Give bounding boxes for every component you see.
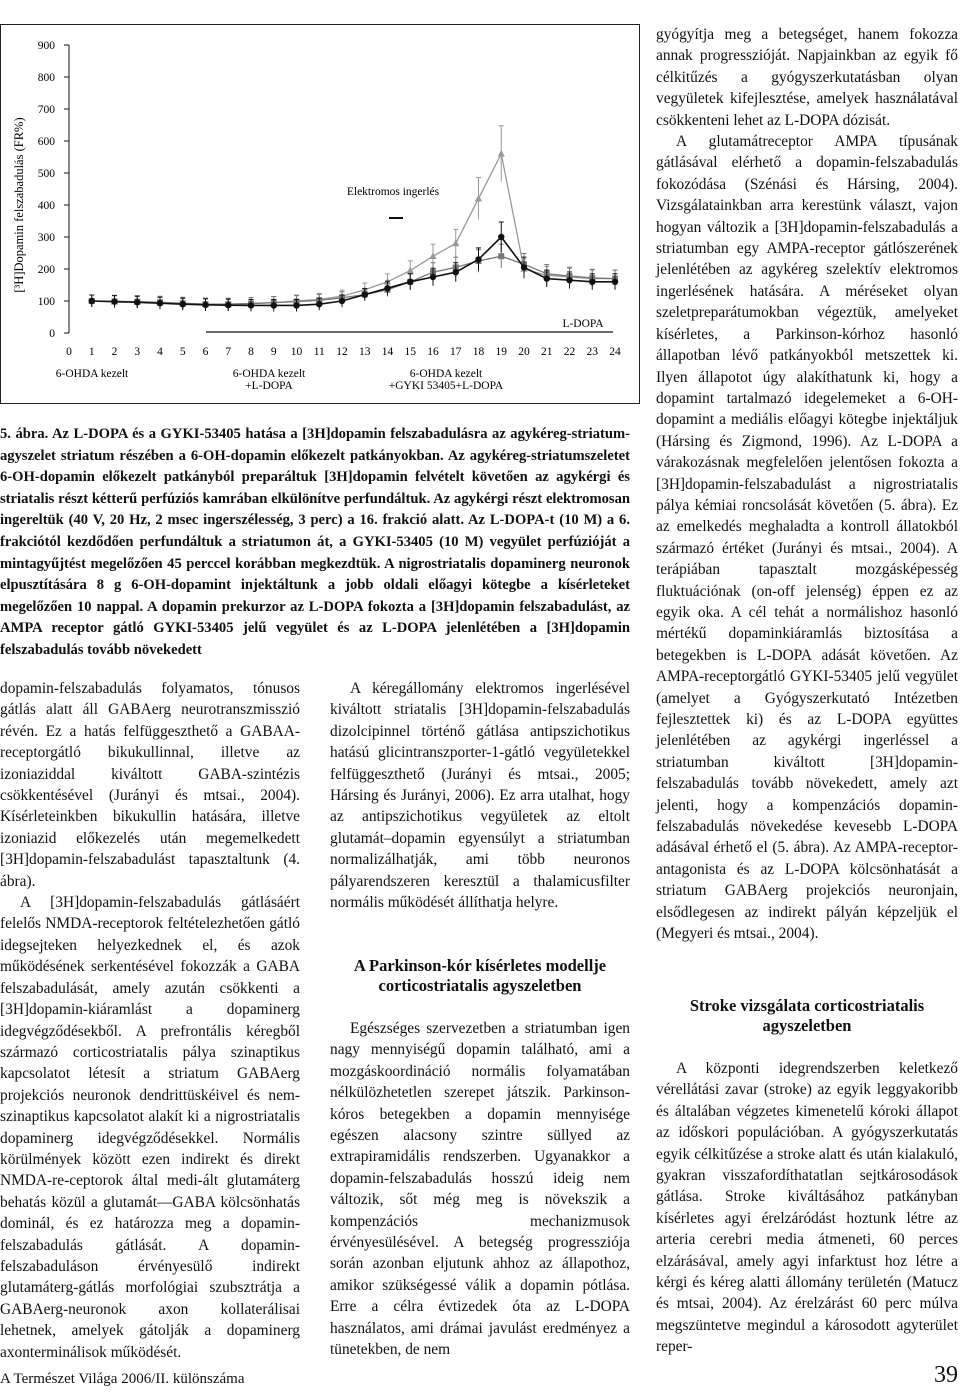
phase-2-label-a: 6-OHDA kezelt <box>232 368 306 380</box>
x-tick-label: 24 <box>609 346 621 358</box>
x-tick-label: 1 <box>88 346 95 358</box>
stimulation-label: Elektromos ingerlés <box>346 186 440 198</box>
x-tick-label: 15 <box>404 346 416 358</box>
paragraph: A glutamátreceptor AMPA típusának gátlásával elérhető a dopamin-felszabadulás fokozódása (Szénási és Hársing, 2004). Vizsgálatainkban arra kerestünk választ, vajon hogyan változik a [3H]dopamin-felszabadulás a striatumban egy AMPA-receptor gátlószerének jelenlétében az agykéreg szelektív elektromos ingerlésének hatására. A méréseket olyan szeletpreparátumokban végeztük, amelyeket kísérletes, a Parkinson-kórhoz hasonló állapotban lévő patkányokból metszettek ki. Ilyen állapotot úgy alakíthatunk ki, hogy a dopamint tartalmazó idegelemeket a 6-OH-dopamint a mediális előagyi kötegbe injektáljuk (Hársing és Zigmond, 1996). Az L-DOPA a várakozásnak megfelelően jelentősen fokozta a [3H]dopamin-felszabadulást a nigrostriatalis pálya kémiai roncsolását követően (5. ábra). Ez az emelkedés meghaladta a kontroll állatokból származó értéket (Jurányi és mtsai., 2004). A terápiában tapasztalt mozgásképesség fluktuációnak (on-off jelenség) éppen ez az egyik oka. A cél tehát a normálishoz hasonló mértékű dopaminkiáramlás biztosítása a betegekben is L-DOPA adását követően. Az AMPA-receptorgátló GYKI-53405 jelű vegyület (amelyet a Gyógyszerkutató Intézetben fejlesztettek ki) és az L-DOPA együttes jelenlétében az agykérgi ingerléssel a striatumban kiváltott [3H]dopamin-felszabadulás tovább növekedett, amely azt jelenti, hogy a kompenzációs dopamin-felszabadulás növekedése kevesebb L-DOPA adásával érhető el (5. ábra). Az AMPA-receptor-antagonista és az L-DOPA kölcsönhatását a striatum GABAerg projekciós neuronjain, elsődlegesen az indirekt pályán képzeljük el (Megyeri és mtsai., 2004). <box>656 133 958 943</box>
x-tick-label: 10 <box>290 346 303 358</box>
x-tick-label: 7 <box>225 346 232 358</box>
x-tick-label: 11 <box>313 346 325 358</box>
y-axis-label: [³H]Dopamin felszabadulás (FR%) <box>12 117 26 293</box>
column-3 <box>656 24 958 944</box>
data-point <box>202 302 208 308</box>
x-tick-label: 8 <box>248 346 254 358</box>
x-tick-label: 13 <box>359 346 371 358</box>
x-tick-label: 6 <box>202 346 209 358</box>
phase-3-label-b: +GYKI 53405+L-DOPA <box>388 380 504 392</box>
y-tick-label: 600 <box>37 136 55 148</box>
x-tick-label: 14 <box>381 346 394 358</box>
data-point <box>157 300 163 306</box>
data-point <box>475 256 481 262</box>
paragraph: gyógyítja meg a betegséget, hanem fokozza annak progresszióját. Napjainkban az egyik fő célkitűzés a gyógyszerkutatásban olyan vegyületek kifejlesztése, amelyek használatával csökkenteni lehet az L-DOPA dózisát. <box>656 26 958 129</box>
data-point <box>521 264 527 270</box>
phase-3-label-a: 6-OHDA kezelt <box>409 368 483 380</box>
data-point <box>316 301 322 307</box>
x-tick-label: 22 <box>563 346 576 358</box>
data-point <box>452 239 459 246</box>
x-tick-label: 3 <box>134 346 141 358</box>
figure-5-chart <box>0 24 640 404</box>
x-tick-label: 0 <box>66 346 72 358</box>
series-line <box>92 154 615 304</box>
paragraph: A [3H]dopamin-felszabadulás gátlásáért felelős NMDA-receptorok feltételezhetően gátló idegsejteken helyezkednek el, és azok működésének serkentésével fokozzák a GABA felszabadulását, amely azután csökkenti a [3H]dopamin-kiáramlást a dopaminerg idegvégződésekből. A prefrontális kéregből származó corticostriatalis pálya szinaptikus kapcsolatot létesít a striatum GABAerg projekciós neuronok dendrittüskéivel és nem-szinaptikus kapcsolatot alakít ki a nigrostriatalis dopaminerg idegvégződésekkel. Normális körülmények között ezen indirekt és direkt NMDA-re-ceptorok által medi-ált glutamáterg behatás közül a glutamát—GABA kölcsönhatás dominál, és ez határozza meg a dopamin-felszabadulás gátlását. A dopamin-felszabaduláson érvényesülő indirekt glutamáterg-gátlás morfológiai szubsztrátja a GABAerg-neuronok axon kollaterálisai lehetnek, amelyek gátolják a dopaminerg axonterminálisok működését. <box>0 894 300 1361</box>
y-tick-label: 400 <box>37 200 55 212</box>
x-tick-label: 9 <box>270 346 277 358</box>
x-tick-label: 12 <box>336 346 348 358</box>
y-tick-label: 100 <box>37 296 55 308</box>
y-tick-label: 800 <box>37 72 55 84</box>
data-point <box>111 298 117 304</box>
x-tick-label: 20 <box>518 346 530 358</box>
y-tick-label: 700 <box>37 104 55 116</box>
data-point <box>407 279 413 285</box>
y-tick-label: 300 <box>37 232 55 244</box>
data-point <box>498 150 505 157</box>
data-point <box>430 274 436 280</box>
phase-1-label: 6-OHDA kezelt <box>55 368 129 380</box>
x-tick-label: 4 <box>157 346 163 358</box>
page-number: 39 <box>934 1362 958 1388</box>
phase-2-label-b: +L-DOPA <box>245 380 293 392</box>
data-point <box>453 269 459 275</box>
figure-caption: 5. ábra. Az L-DOPA és a GYKI-53405 hatása a [3H]dopamin felszabadulásra az agykéreg-striatum-agyszelet striatum részében a 6-OH-dopamin előkezelt patkányokban. Az agykéreg-striatumszeletet 6-OH-dopamin előkezelt patkányból preparáltuk [3H]dopamin felvételt követően az agykérgi és striatalis részt kétterű perfúziós kamrában elkülönítve perfundáltuk. Az agykérgi részt elektromosan ingereltük (40 V, 20 Hz, 2 msec ingerszélesség, 3 perc) a 16. frakció alatt. Az L-DOPA-t (10 M) a 6. frakciótól kezdődően perfundáltuk a striatumon át, a GYKI-53405 (10 M) vegyület perfúzióját a mintagyűjtést megelőzően 45 perccel korábban megkezdtük. A nigrostriatalis dopaminerg neuronok elpusztítására 8 g 6-OH-dopamint injektáltunk a jobb oldali előagyi kötegbe a kísérleteket megelőzően 10 nappal. A dopamin prekurzor az L-DOPA fokozta a [3H]dopamin felszabadulást, az AMPA receptor gátló GYKI-53405 jelű vegyület és az L-DOPA jelenlétében a [3H]dopamin felszabadulás tovább növekedett <box>0 426 630 658</box>
ldopa-label: L-DOPA <box>562 318 604 330</box>
column-3-section <box>656 996 958 1358</box>
data-point <box>271 302 277 308</box>
paragraph: A központi idegrendszerben keletkező vérellátási zavar (stroke) az egyik leggyakoribb és általában végzetes kimenetelű kóroki állapot az időskori populációban. A gyógyszerkutatás egyik célkitűzése a stroke alatt és után kialakuló, gyakran visszafordíthatatlan sejtkárosodások gátlása. Stroke kiváltásához patkányban kísérletes agyi érelzáródást hoztunk létre az arteria cerebri media átmeneti, 60 perces elzárásával, amely agyi infarktust hoz létre a kérgi és kéreg alatti állomány területén (Matucz és mtsai, 2004). Az érelzárást 60 perc múlva megszüntetve megindul a károsodott agyterület reper- <box>656 1060 958 1356</box>
data-point <box>134 299 140 305</box>
data-point <box>475 195 482 202</box>
section-heading-parkinson: A Parkinson-kór kísérletes modellje corticostriatalis agyszeletben <box>353 956 607 995</box>
x-tick-label: 19 <box>495 346 507 358</box>
data-point <box>498 253 504 259</box>
data-point <box>612 279 618 285</box>
data-point <box>180 301 186 307</box>
x-tick-label: 2 <box>111 346 118 358</box>
column-1 <box>0 678 300 1363</box>
data-point <box>544 275 550 281</box>
data-point <box>407 267 414 274</box>
line-chart <box>1 25 639 403</box>
section-heading-stroke: Stroke vizsgálata corticostriatalis agyszeletben <box>689 996 925 1035</box>
y-tick-label: 900 <box>37 40 55 52</box>
y-tick-label: 200 <box>37 264 55 276</box>
data-point <box>498 234 504 240</box>
data-point <box>589 279 595 285</box>
x-tick-label: 18 <box>472 346 485 358</box>
journal-footer: A Természet Világa 2006/II. különszáma <box>0 1371 245 1387</box>
data-point <box>566 277 572 283</box>
paragraph: dopamin-felszabadulás folyamatos, tónusos gátlás alatt áll GABAerg neurotranszmisszió révén. Ez a hatás felfüggeszthető a GABAA-receptorgátló bikukullinnal, illetve az izoniaziddal kiváltott GABA-szintézis csökkentésével (Jurányi és mtsai., 2004). Kísérleteinkben bikukullin hatására, illetve izoniazid előkezelés után megemelkedett [3H]dopamin-felszabadulást tapasztaltunk (4. ábra). <box>0 680 300 890</box>
data-point <box>339 298 345 304</box>
y-tick-label: 0 <box>49 328 55 340</box>
data-point <box>362 291 368 297</box>
data-point <box>225 302 231 308</box>
column-2 <box>330 678 630 913</box>
x-tick-label: 23 <box>586 346 598 358</box>
data-point <box>384 285 390 291</box>
x-tick-label: 17 <box>450 346 462 358</box>
y-tick-label: 500 <box>37 168 55 180</box>
series-line <box>92 237 615 305</box>
data-point <box>429 252 436 259</box>
x-tick-label: 16 <box>427 346 439 358</box>
paragraph: A kéregállomány elektromos ingerlésével kiváltott striatalis [3H]dopamin-felszabadulás dizolcipinnel történő gátlása antipszichotikus hatású glicintranszporter-1-gátló vegyületekkel felfüggeszthető (Jurányi és mtsai., 2005; Hársing és Jurányi, 2006). Ez arra utalhat, hogy az antipszichotikus vegyületek az eltolt glutamát–dopamin egyensúlyt a striatumban normalizálhatják, ami több neuronos pályarendszeren keresztül a thalamicusfilter normális működését állíthatja helyre. <box>330 680 630 912</box>
data-point <box>293 302 299 308</box>
x-tick-label: 5 <box>179 346 186 358</box>
data-point <box>89 298 95 304</box>
x-tick-label: 21 <box>541 346 553 358</box>
column-2-section <box>330 956 630 1361</box>
paragraph: Egészséges szervezetben a striatumban igen nagy mennyiségű dopamin található, ami a mozgáskoordináció normális folyamatában nélkülözhetetlen szerepet játszik. Parkinson-kóros betegekben a dopamin mennyisége egészen alacsony szintre süllyed az extrapiramidális rendszerben. Ugyanakkor a dopamin-felszabadulás hosszú ideig nem változik, sőt még meg is növekszik a kompenzációs mechanizmusok érvényesülésével. A betegség progressziója során azonban eljutunk ahhoz az állapothoz, amikor szükségessé válik a dopamin pótlása. Erre a célra évtizedek óta az L-DOPA használatos, ami drámai javulást eredményez a tünetekben, de nem <box>330 1020 630 1359</box>
data-point <box>248 302 254 308</box>
